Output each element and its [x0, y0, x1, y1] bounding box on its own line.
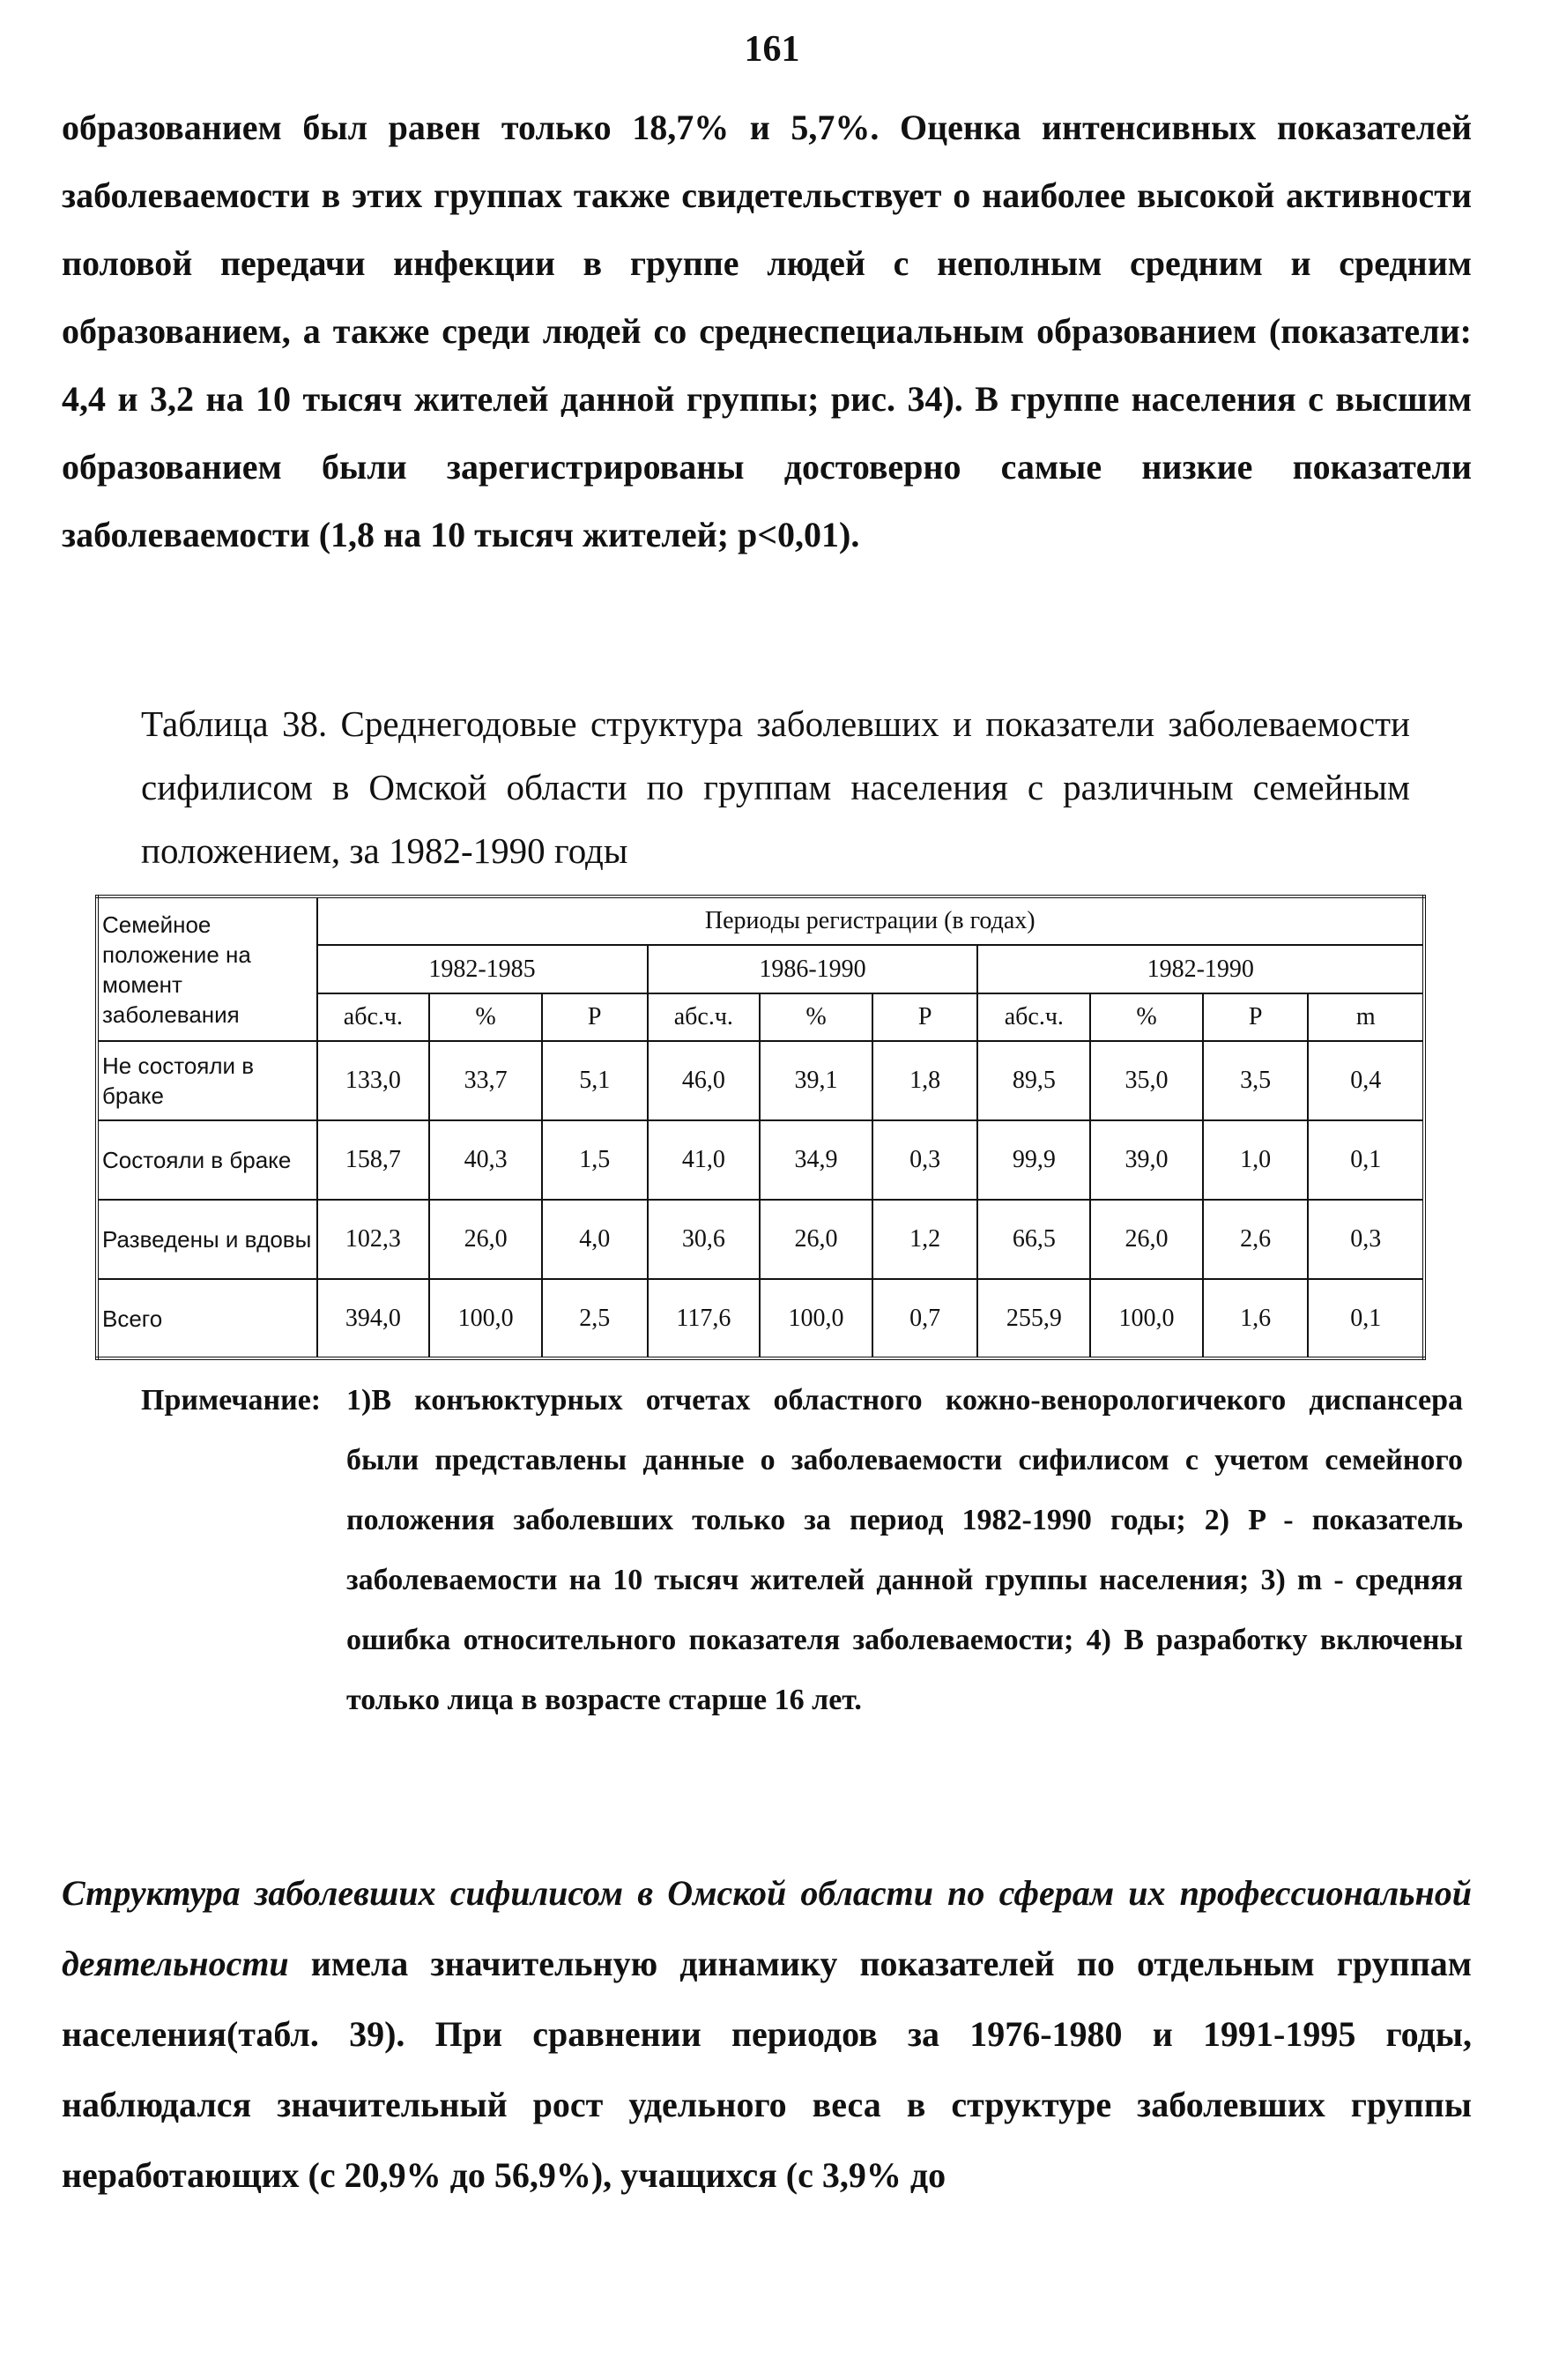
paragraph-2-text: имела значительную динамику показателей по отдельным группам населения(табл. 39). При сравнении периодов за 1976-1980 и 1991-1995 годы, наблюдался значительный рост удельного веса в структуре заболевших группы неработающих (с 20,9% до 56,9%), учащихся (с 3,9% до	[62, 1944, 1472, 2195]
table-cell: 158,7	[317, 1120, 430, 1200]
table-cell: 100,0	[429, 1279, 542, 1358]
column-header: %	[760, 993, 872, 1041]
row-header-title: Семейное положение на момент заболевания	[97, 896, 317, 1041]
table-header-row-1	[97, 896, 1424, 945]
table-row	[97, 1200, 1424, 1279]
column-header: P	[1203, 993, 1309, 1041]
table-cell: 0,7	[872, 1279, 978, 1358]
note-text: 1)В конъюктурных отчетах областного кожно-венорологичекого диспансера были представлены данные о заболеваемости сифилисом с учетом семейного положения заболевших только за период 1982-1990 годы; 2) P - показатель заболеваемости на 10 тысяч жителей данной группы населения; 3) m - средняя ошибка относительного показателя заболеваемости; 4) В разработку включены только лица в возрасте старше 16 лет.	[346, 1384, 1463, 1716]
table-cell: 2,6	[1203, 1200, 1309, 1279]
table-cell: 0,4	[1308, 1041, 1424, 1120]
table-cell: 5,1	[542, 1041, 648, 1120]
table-row	[97, 1279, 1424, 1358]
table-cell: 0,3	[1308, 1200, 1424, 1279]
row-label: Не состояли в браке	[97, 1041, 317, 1120]
table-caption: Таблица 38. Среднегодовые структура заболевших и показатели заболеваемости сифилисом в Омской области по группам населения с различным семейным положением, за 1982-1990 годы	[141, 703, 1410, 871]
table-cell: 89,5	[977, 1041, 1090, 1120]
table-cell: 1,5	[542, 1120, 648, 1200]
table-cell: 26,0	[760, 1200, 872, 1279]
period-header: 1986-1990	[648, 945, 978, 993]
row-label: Состояли в браке	[97, 1120, 317, 1200]
column-header: абс.ч.	[648, 993, 761, 1041]
table-cell: 0,3	[872, 1120, 978, 1200]
column-header: абс.ч.	[977, 993, 1090, 1041]
table-cell: 3,5	[1203, 1041, 1309, 1120]
table-cell: 0,1	[1308, 1120, 1424, 1200]
table-cell: 2,5	[542, 1279, 648, 1358]
table-row	[97, 1041, 1424, 1120]
table-cell: 34,9	[760, 1120, 872, 1200]
table-cell: 39,1	[760, 1041, 872, 1120]
table-cell: 40,3	[429, 1120, 542, 1200]
paragraph-1: образованием был равен только 18,7% и 5,7%. Оценка интенсивных показателей заболеваемости в этих группах также свидетельствует о наиболее высокой активности половой передачи инфекции в группе людей с неполным средним и средним образованием, а также среди людей со среднеспециальным образованием (показатели: 4,4 и 3,2 на 10 тысяч жителей данной группы; рис. 34). В группе населения с высшим образованием были зарегистрированы достоверно самые низкие показатели заболеваемости (1,8 на 10 тысяч жителей; р<0,01).	[62, 108, 1472, 554]
table-row	[97, 1120, 1424, 1200]
table-cell: 41,0	[648, 1120, 761, 1200]
table-cell: 26,0	[429, 1200, 542, 1279]
table-cell: 1,0	[1203, 1120, 1309, 1200]
paragraph-2	[62, 1858, 1472, 2211]
table-cell: 66,5	[977, 1200, 1090, 1279]
table-cell: 0,1	[1308, 1279, 1424, 1358]
table-cell: 99,9	[977, 1120, 1090, 1200]
column-header: %	[1090, 993, 1203, 1041]
note-label: Примечание:	[141, 1384, 322, 1417]
period-header: 1982-1985	[317, 945, 648, 993]
column-header: P	[872, 993, 978, 1041]
table-note	[141, 1371, 1463, 1760]
paragraph-2-italic-lead: Структура заболевших сифилисом в Омской области по сферам их профессиональной деятельности	[62, 1873, 1472, 1983]
table-cell: 102,3	[317, 1200, 430, 1279]
table-cell: 117,6	[648, 1279, 761, 1358]
table-cell: 46,0	[648, 1041, 761, 1120]
table-cell: 394,0	[317, 1279, 430, 1358]
row-label: Разведены и вдовы	[97, 1200, 317, 1279]
table-cell: 1,2	[872, 1200, 978, 1279]
table-cell: 30,6	[648, 1200, 761, 1279]
table-cell: 35,0	[1090, 1041, 1203, 1120]
column-header: m	[1308, 993, 1424, 1041]
table-cell: 1,6	[1203, 1279, 1309, 1358]
table-cell: 100,0	[760, 1279, 872, 1358]
period-header: 1982-1990	[977, 945, 1424, 993]
table-cell: 33,7	[429, 1041, 542, 1120]
column-header: %	[429, 993, 542, 1041]
data-table	[95, 895, 1426, 1360]
page-number: 161	[744, 29, 800, 70]
table-cell: 39,0	[1090, 1120, 1203, 1200]
table-cell: 1,8	[872, 1041, 978, 1120]
row-label: Всего	[97, 1279, 317, 1358]
table-cell: 255,9	[977, 1279, 1090, 1358]
table-cell: 4,0	[542, 1200, 648, 1279]
table-cell: 133,0	[317, 1041, 430, 1120]
column-header: абс.ч.	[317, 993, 430, 1041]
table-cell: 26,0	[1090, 1200, 1203, 1279]
table-cell: 100,0	[1090, 1279, 1203, 1358]
periods-title: Периоды регистрации (в годах)	[317, 896, 1424, 945]
column-header: P	[542, 993, 648, 1041]
